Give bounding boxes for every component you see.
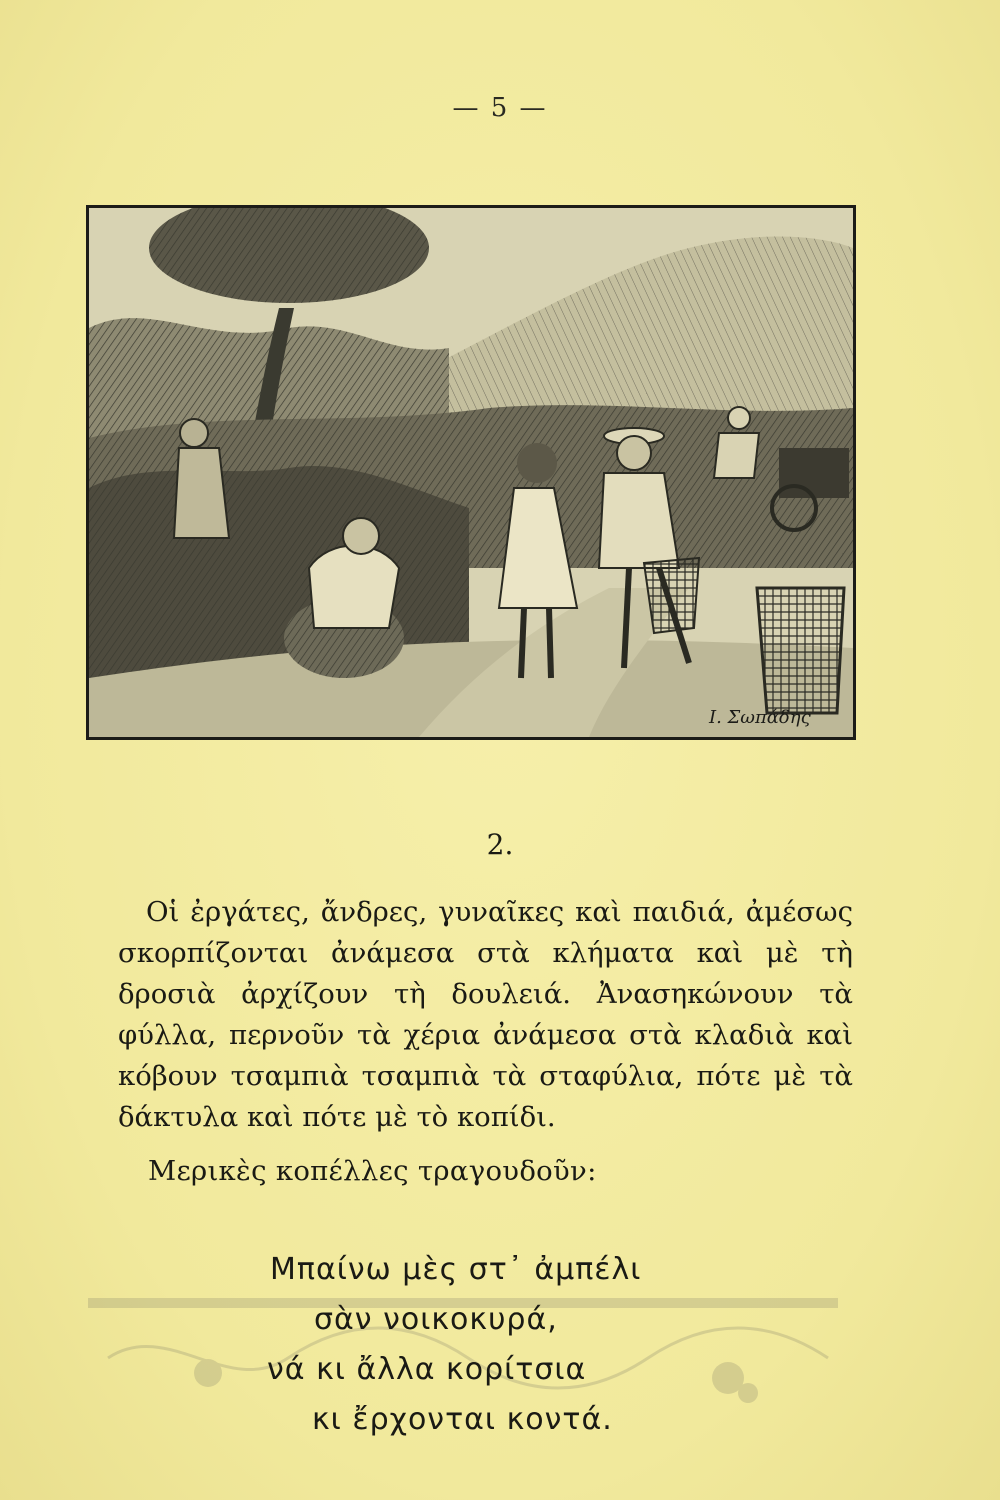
poem-line: Μπαίνω μὲς στ᾽ ἀμπέλι <box>270 1252 642 1287</box>
song-intro-line: Μερικὲς κοπέλλες τραγουδοῦν: <box>148 1155 597 1187</box>
illustration-number: 2. <box>486 828 514 861</box>
page-number: — 5 — <box>452 93 548 123</box>
vineyard-harvest-illustration <box>86 205 856 740</box>
artist-signature: I. Σωπάδης <box>709 707 811 728</box>
body-paragraph: Οἱ ἐργάτες, ἄνδρες, γυναῖκες καὶ παιδιά, ἀμέσως σκορπίζονται ἀνάμεσα στὰ κλήματα καὶ μὲ τὴ δροσιὰ ἀρχίζουν τὴ δουλειά. Ἀνασηκώνουν τὰ φύλλα, περνοῦν τὰ χέρια ἀνάμεσα στὰ κλαδιὰ καὶ κόβουν τσαμπιὰ τσαμπιὰ τὰ σταφύλια, πότε μὲ τὰ δάκτυλα καὶ πότε μὲ τὸ κοπίδι. <box>118 896 853 1133</box>
poem-line: σὰν νοικοκυρά, <box>314 1302 558 1337</box>
poem-line: νά κι ἄλλα κορίτσια <box>267 1352 587 1387</box>
poem-line: κι ἔρχονται κοντά. <box>312 1402 613 1437</box>
